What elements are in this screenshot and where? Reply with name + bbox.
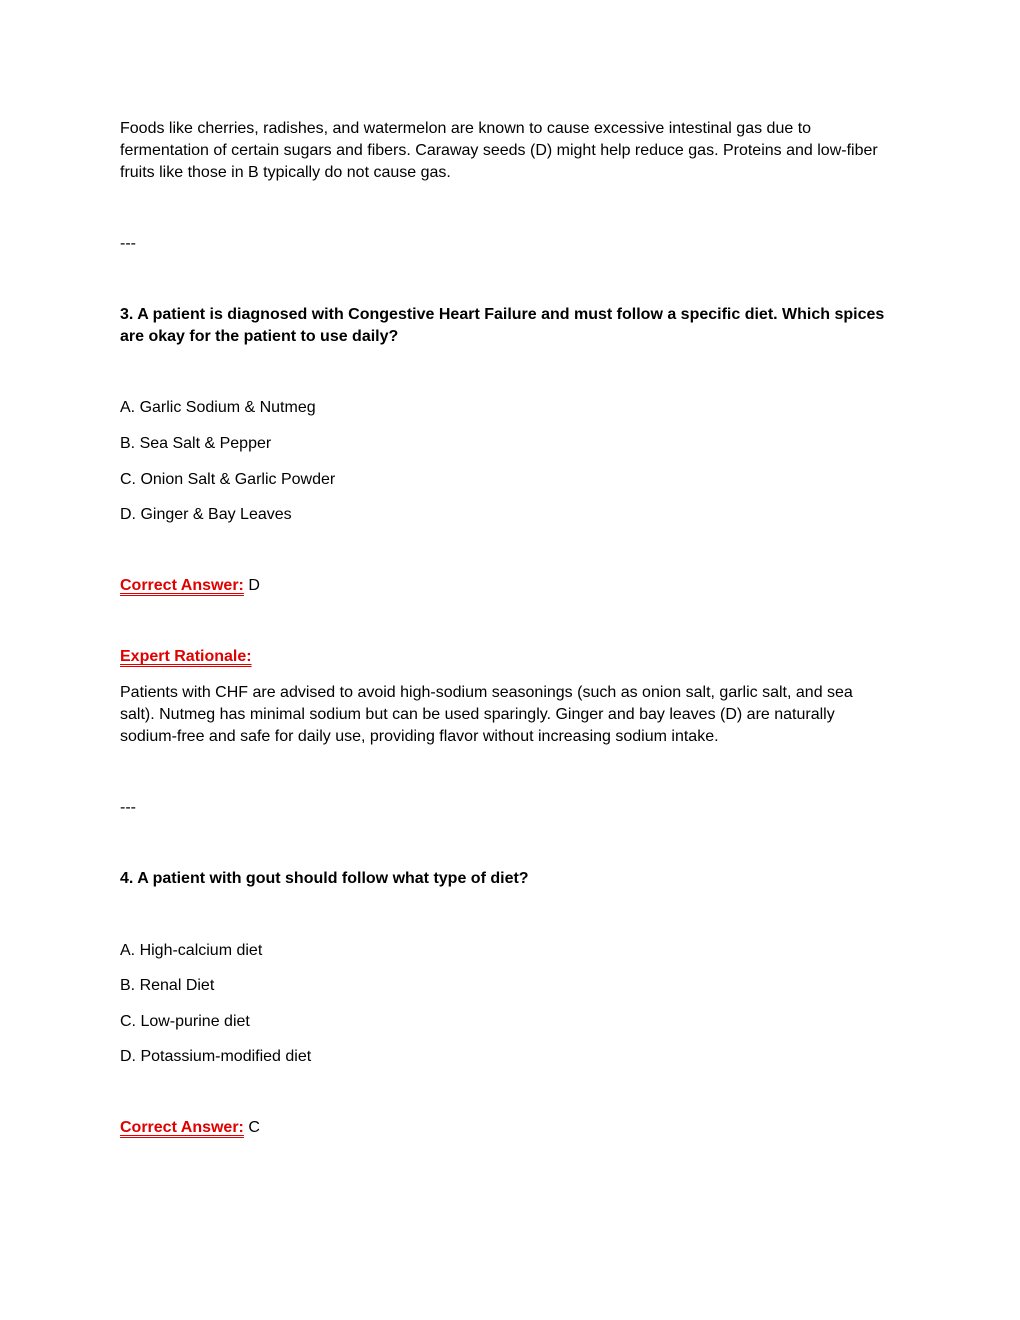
q4-correct-answer-label: Correct Answer: <box>120 1119 244 1136</box>
q2-rationale-text: Foods like cherries, radishes, and watermelon are known to cause excessive intestinal gas due to fermentation of certain sugars and fibers. Caraway seeds (D) might help reduce gas. Proteins and low-fiber fruits like those in B typically do not cause gas. <box>120 120 878 181</box>
q3-option-c: C. Onion Salt & Garlic Powder <box>120 471 336 488</box>
q3-expert-rationale-label: Expert Rationale: <box>120 648 252 665</box>
q4-option-a: A. High-calcium diet <box>120 942 263 959</box>
q3-correct-answer-value: D <box>243 577 260 594</box>
q3-correct-answer <box>120 575 890 597</box>
q4-question: 4. A patient with gout should follow what type of diet? <box>120 870 529 887</box>
q4-option-d: D. Potassium-modified diet <box>120 1048 312 1065</box>
q4-correct-answer-value: C <box>243 1119 260 1136</box>
q3-expert-rationale-heading <box>120 646 890 668</box>
q4-correct-answer <box>120 1117 890 1139</box>
q3-option-d: D. Ginger & Bay Leaves <box>120 506 292 523</box>
q3-option-a: A. Garlic Sodium & Nutmeg <box>120 399 316 416</box>
q4-option-b: B. Renal Diet <box>120 977 215 994</box>
q3-rationale-text: Patients with CHF are advised to avoid high-sodium seasonings (such as onion salt, garlic salt, and sea salt). Nutmeg has minimal sodium but can be used sparingly. Ginger and bay leaves (D) are naturally sodium-free and safe for daily use, providing flavor without increasing sodium intake. <box>120 684 853 745</box>
q3-correct-answer-label: Correct Answer: <box>120 577 244 594</box>
section-separator-1: --- <box>120 235 136 252</box>
q3-option-b: B. Sea Salt & Pepper <box>120 435 272 452</box>
q4-option-c: C. Low-purine diet <box>120 1013 250 1030</box>
q3-question: 3. A patient is diagnosed with Congestive Heart Failure and must follow a specific diet. Which spices are okay for the patient to use daily? <box>120 306 885 345</box>
section-separator-2: --- <box>120 799 136 816</box>
